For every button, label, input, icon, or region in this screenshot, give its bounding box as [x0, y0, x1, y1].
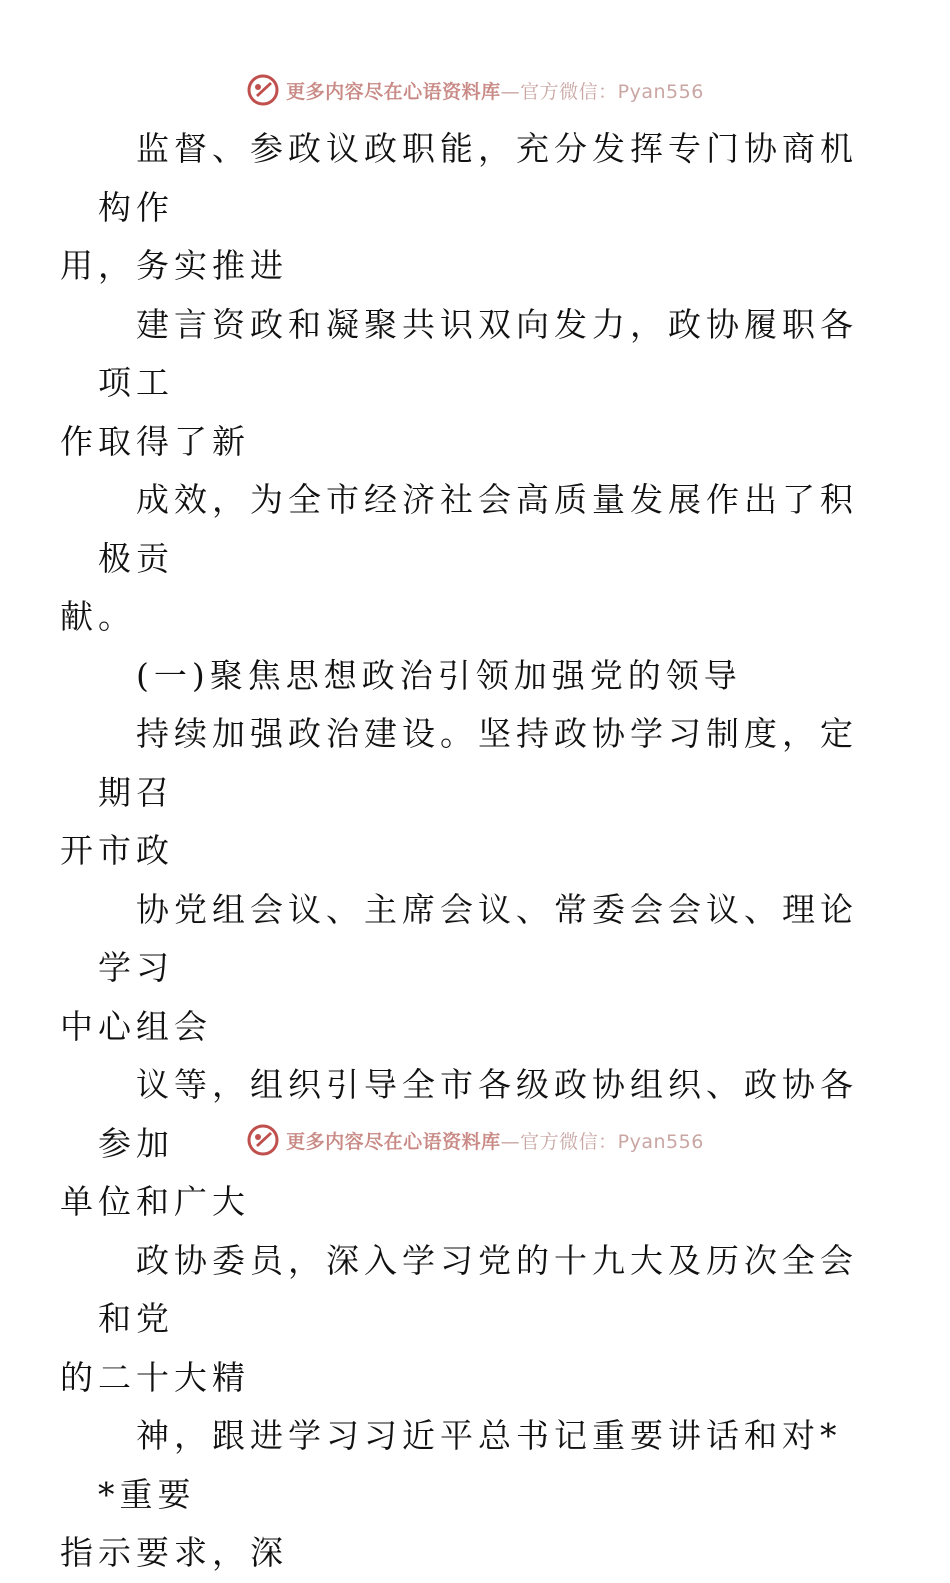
paragraph-line: 神，跟进学习习近平总书记重要讲话和对**重要	[98, 1416, 842, 1514]
paragraph-line: 持续加强政治建设。坚持政协学习制度，定期召	[98, 714, 858, 812]
paragraph-5	[60, 881, 858, 1057]
logo-icon	[246, 1123, 280, 1157]
paragraph-7	[60, 1232, 858, 1408]
paragraph-line: 献。	[60, 597, 136, 636]
paragraph-4	[60, 705, 858, 881]
paragraph-line: 议等，组织引导全市各级政协组织、政协各参加	[98, 1065, 858, 1163]
watermark-suffix: —官方微信：Pyan556	[500, 1130, 704, 1153]
paragraph-2	[60, 296, 858, 472]
paragraph-line: 用，务实推进	[60, 246, 288, 285]
logo-icon	[246, 73, 280, 107]
header-watermark	[0, 70, 950, 110]
paragraph-8	[60, 1407, 858, 1583]
paragraph-line: 建言资政和凝聚共识双向发力，政协履职各项工	[98, 304, 858, 402]
paragraph-line: 单位和广大	[60, 1182, 250, 1221]
paragraph-line: 作取得了新	[60, 421, 250, 461]
paragraph-line: 开市政	[60, 831, 174, 870]
footer-watermark	[0, 1120, 950, 1160]
section-heading: (一)聚焦思想政治引领加强党的领导	[136, 655, 742, 695]
paragraph-line: 监督、参政议政职能，充分发挥专门协商机构作	[98, 129, 858, 227]
paragraph-line: 的二十大精	[60, 1357, 250, 1397]
paragraph-line: 协党组会议、主席会议、常委会会议、理论学习	[98, 889, 858, 987]
watermark-text	[286, 77, 704, 104]
paragraph-line: 政协委员，深入学习党的十九大及历次全会和党	[98, 1240, 858, 1338]
watermark-brand: 更多内容尽在心语资料库	[286, 1130, 501, 1153]
paragraph-line: 中心组会	[60, 1006, 212, 1046]
watermark-brand: 更多内容尽在心语资料库	[286, 80, 501, 103]
watermark-text	[286, 1127, 704, 1154]
paragraph-3	[60, 471, 858, 647]
paragraph-line: 指示要求，深	[60, 1533, 288, 1572]
watermark-suffix: —官方微信：Pyan556	[500, 80, 704, 103]
paragraph-1	[60, 120, 858, 296]
document-body	[60, 120, 858, 1583]
paragraph-line: 成效，为全市经济社会高质量发展作出了积极贡	[98, 480, 858, 578]
